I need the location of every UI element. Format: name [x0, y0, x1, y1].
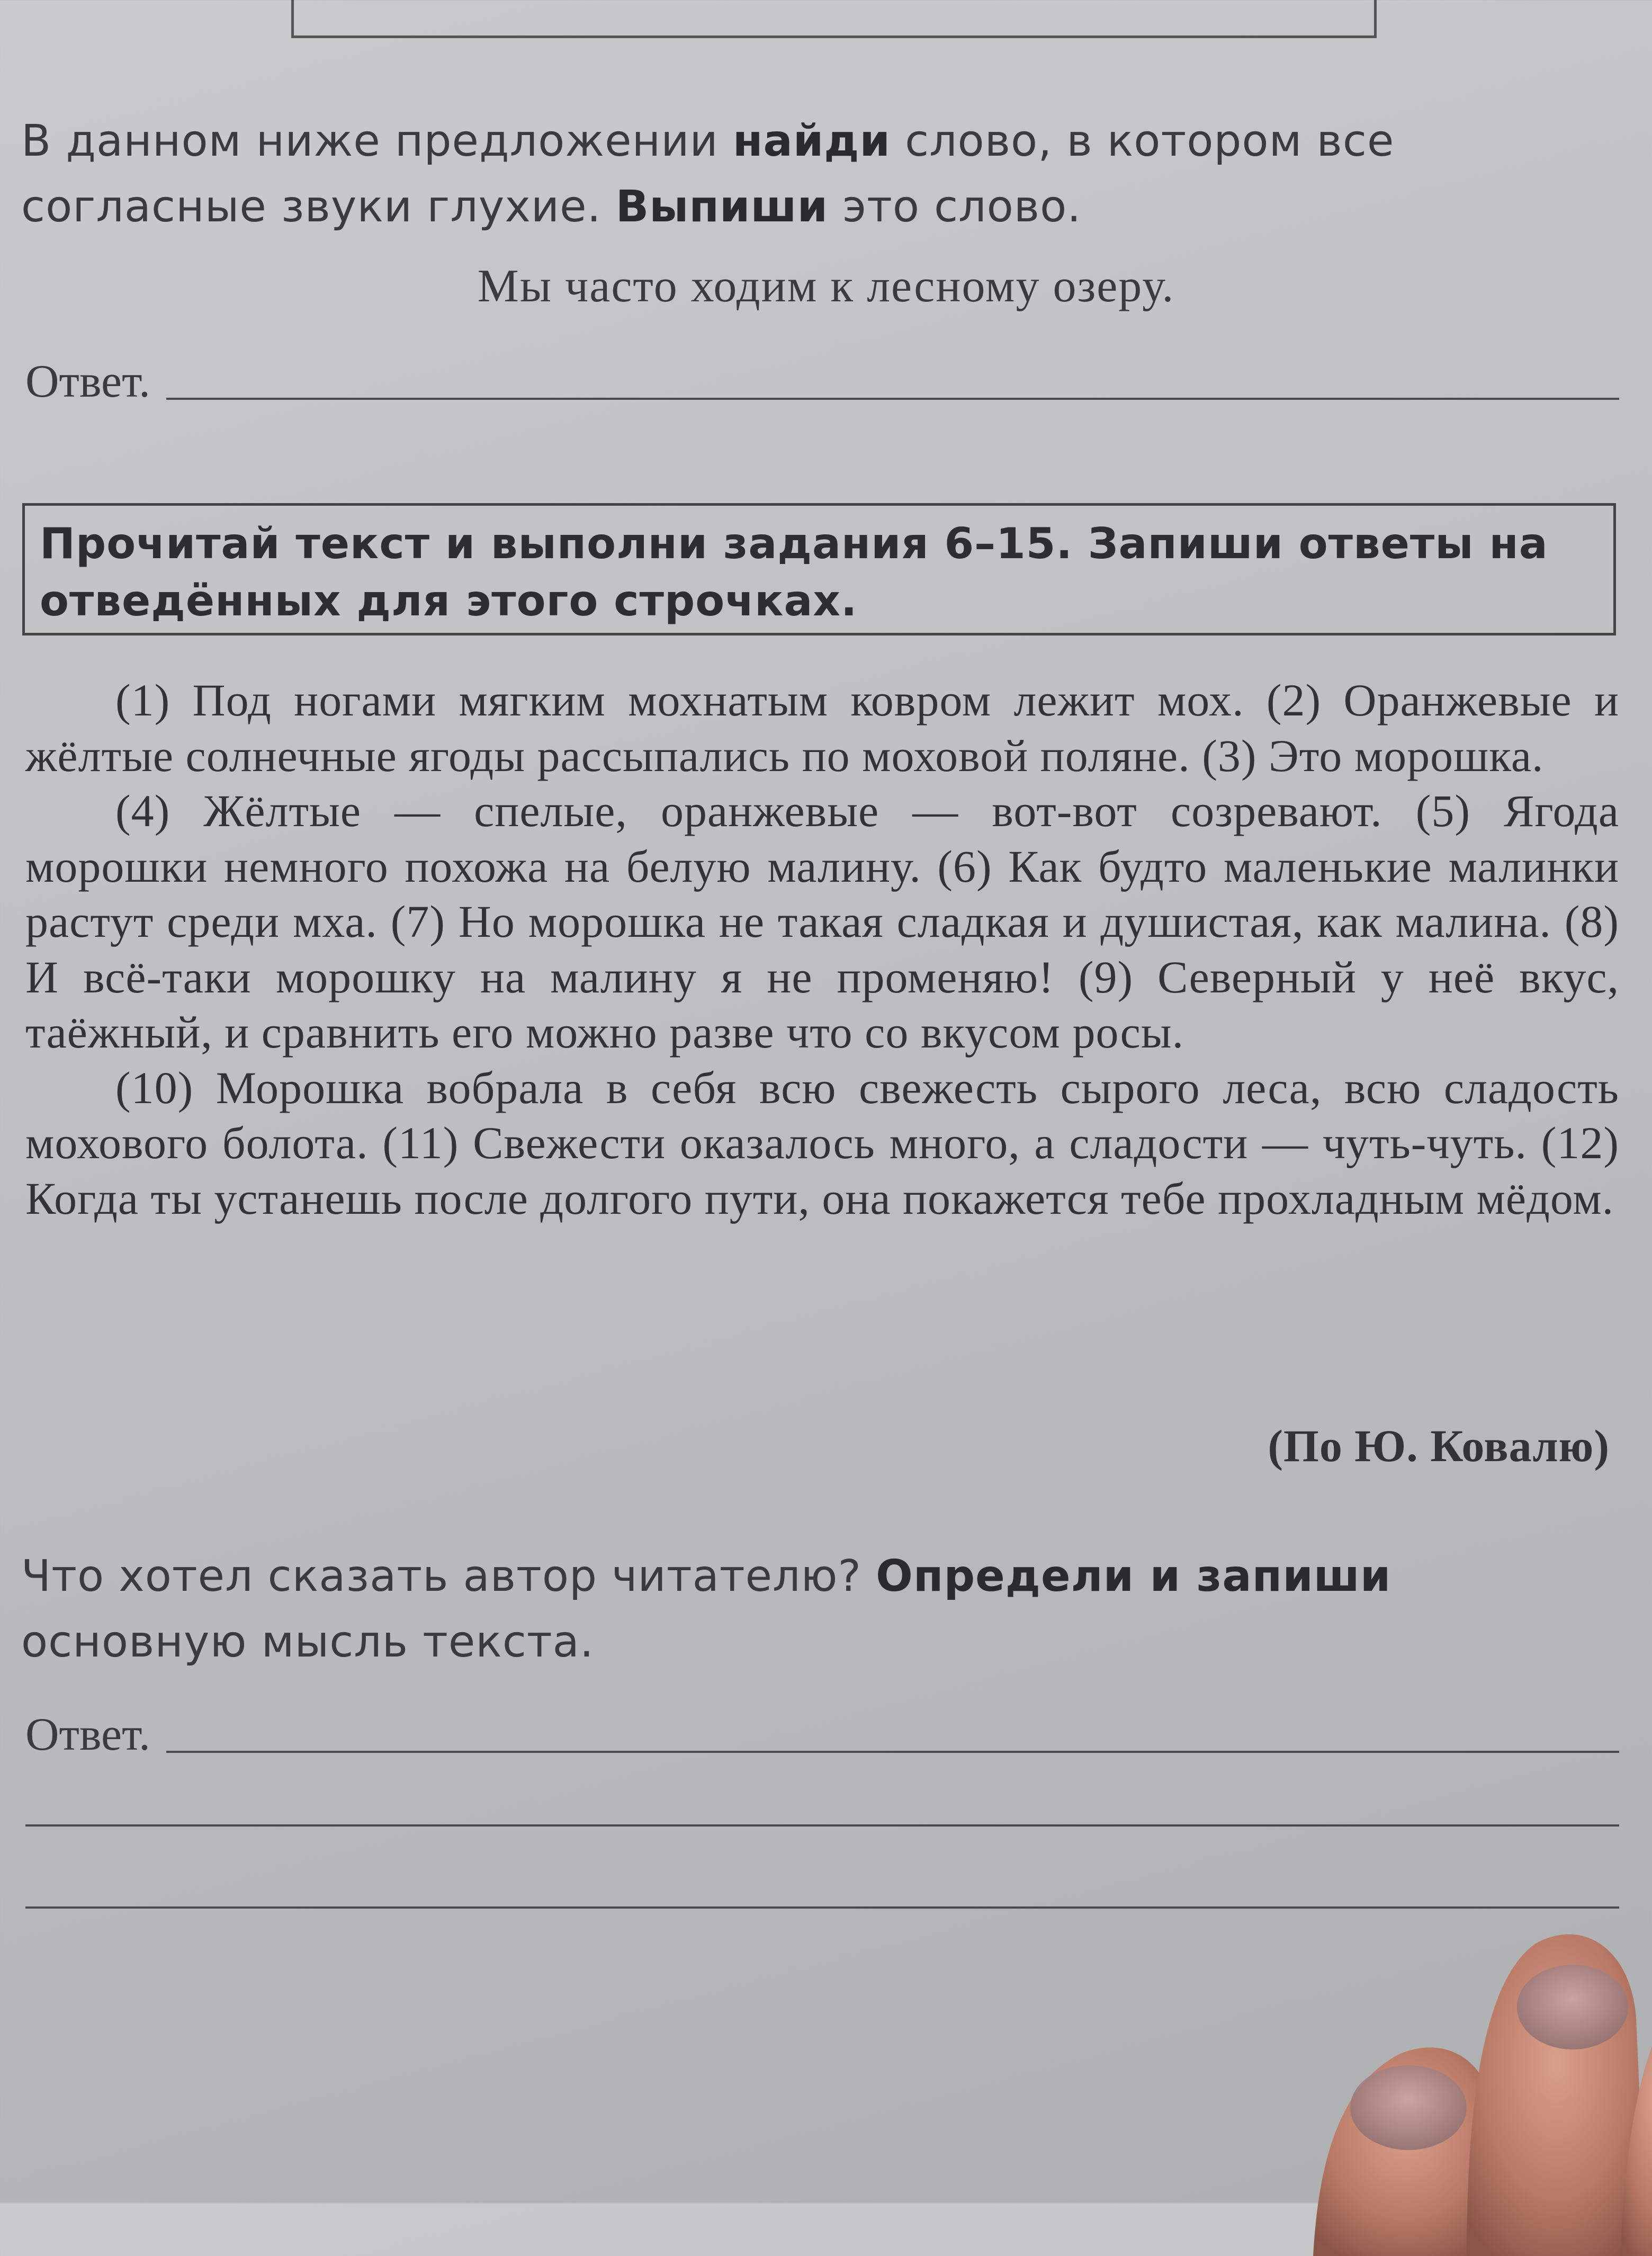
task-6-prompt: Что хотел сказать автор читателю? Определи и запиши основную мысль текста.	[21, 1551, 1391, 1667]
task-5-prompt: В данном ниже предложении найди слово, в котором все согласные звуки глухие. Выпиши это слово.	[21, 116, 1395, 232]
instruction-text: Прочитай текст и выполни задания 6–15. Запиши ответы на отведённых для этого строчках.	[40, 519, 1548, 625]
paragraph: (10) Морошка вобрала в себя всю свежесть сырого леса, всю сладость мохового болота. (11) Свежести оказалось много, а сладости — чуть-чуть. (12) Когда ты устанешь после долгого пути, она покажется тебе прохладным мёдом.	[25, 1062, 1619, 1224]
previous-task-box	[291, 0, 1377, 38]
answer-label: Ответ.	[25, 356, 150, 407]
fingers-photo-icon	[1308, 1885, 1652, 2256]
author-attribution: (По Ю. Ковалю)	[1268, 1420, 1610, 1471]
answer-line[interactable]	[166, 398, 1619, 400]
paragraph: (1) Под ногами мягким мохнатым ковром лежит мох. (2) Оранжевые и жёлтые солнечные ягоды рассыпались по моховой поляне. (3) Это морошка.	[25, 675, 1619, 781]
answer-label: Ответ.	[25, 1709, 150, 1760]
task-5-answer-row	[25, 355, 1619, 408]
answer-line[interactable]	[166, 1751, 1619, 1753]
task-6-answer-row	[25, 1708, 1619, 1761]
task-5-sentence: Мы часто ходим к лесному озеру.	[477, 261, 1175, 312]
answer-line-2[interactable]	[25, 1824, 1619, 1827]
paragraph: (4) Жёлтые — спелые, оранжевые — вот-вот созревают. (5) Ягода морошки немного похожа на белую малину. (6) Как будто маленькие малинки растут среди мха. (7) Но морошка не такая сладкая и душистая, как малина. (8) И всё-таки морошку на малину я не променяю! (9) Северный у неё вкус, таёжный, и сравнить его можно разве что со вкусом росы.	[25, 785, 1619, 1058]
instruction-box	[22, 503, 1616, 635]
reading-text	[25, 673, 1619, 1226]
